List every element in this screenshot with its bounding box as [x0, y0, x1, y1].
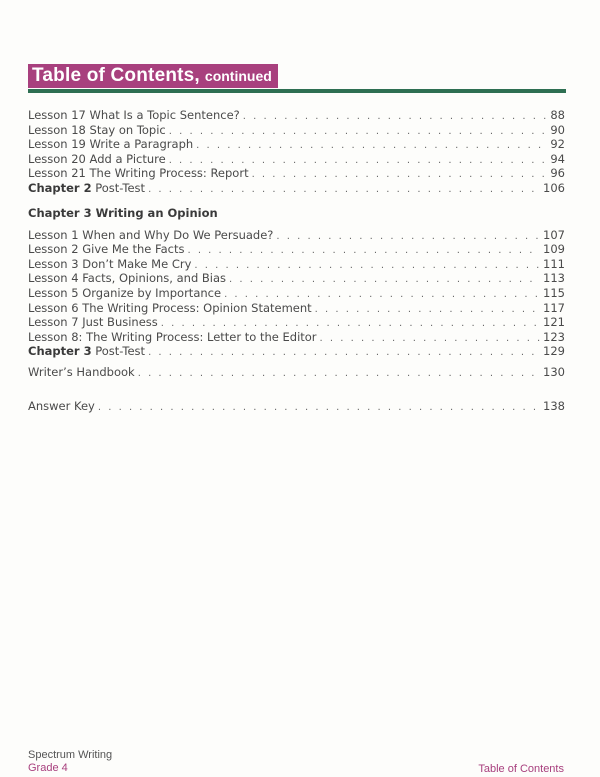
toc-entry-page: 96 — [550, 166, 565, 181]
toc-entry-page: 106 — [543, 180, 565, 195]
footer-grade: Grade 4 — [28, 762, 68, 774]
chapter-3-heading: Chapter 3 Writing an Opinion — [28, 205, 218, 220]
toc-entry[interactable] — [28, 166, 565, 181]
toc-entry-label: Lesson 21 The Writing Process: Report — [28, 166, 249, 181]
posttest-label: Post-Test — [91, 180, 146, 195]
toc-entry-label: Answer Key — [28, 398, 95, 413]
dot-leader — [148, 346, 540, 361]
dot-leader — [194, 259, 540, 274]
footer-series — [28, 749, 112, 775]
toc-entry-label: Lesson 3 Don’t Make Me Cry — [28, 256, 192, 271]
toc-entry-label: Lesson 19 Write a Paragraph — [28, 137, 194, 152]
toc-entry[interactable] — [28, 286, 565, 301]
dot-leader — [98, 401, 540, 416]
toc-entry-label: Lesson 2 Give Me the Facts — [28, 242, 185, 257]
toc-entry-label: Lesson 7 Just Business — [28, 315, 158, 330]
toc-entry-chapter3-posttest[interactable] — [28, 344, 565, 359]
dot-leader — [229, 273, 540, 288]
toc-entry-label — [28, 181, 145, 196]
chapter-label: Chapter 2 — [28, 180, 92, 195]
dot-leader — [169, 125, 548, 140]
toc-entry[interactable] — [28, 123, 565, 138]
header-subtitle: continued — [204, 68, 272, 84]
dot-leader — [252, 168, 548, 183]
chapter-label: Chapter 3 — [28, 344, 92, 359]
toc-entry-page: 138 — [543, 398, 565, 413]
dot-leader — [148, 183, 540, 198]
toc-entry-answer-key[interactable] — [28, 399, 565, 414]
toc-entry-page: 88 — [550, 108, 565, 122]
toc-entry-page: 92 — [550, 137, 565, 152]
toc-entry[interactable] — [28, 108, 565, 123]
toc-entry-page: 113 — [543, 271, 565, 286]
dot-leader — [138, 367, 540, 382]
toc-entry-label: Lesson 8: The Writing Process: Letter to the Editor — [28, 329, 317, 344]
toc-entry[interactable] — [28, 257, 565, 272]
toc-entry-label: Lesson 17 What Is a Topic Sentence? — [28, 108, 240, 122]
toc-entry-page: 121 — [543, 315, 565, 330]
toc-entry-page: 111 — [543, 256, 565, 271]
toc-entry-chapter2-posttest[interactable] — [28, 181, 565, 196]
toc-entry[interactable] — [28, 228, 565, 243]
posttest-label: Post-Test — [91, 344, 146, 359]
toc-entry-label: Lesson 1 When and Why Do We Persuade? — [28, 227, 274, 242]
toc-entry[interactable] — [28, 301, 565, 316]
toc-entry-label: Writer’s Handbook — [28, 364, 135, 379]
toc-entry-label: Lesson 20 Add a Picture — [28, 151, 166, 166]
toc-entry-label: Lesson 5 Organize by Importance — [28, 285, 222, 300]
toc-entry[interactable] — [28, 271, 565, 286]
table-of-contents — [28, 108, 565, 413]
dot-leader — [320, 332, 541, 347]
toc-entry-page: 115 — [543, 285, 565, 300]
toc-entry[interactable] — [28, 242, 565, 257]
footer-series-title: Spectrum Writing — [28, 749, 113, 761]
header-title: Table of Contents, — [32, 65, 200, 86]
dot-leader — [187, 244, 540, 259]
toc-entry-page: 123 — [543, 329, 565, 344]
toc-entry-page: 109 — [543, 242, 565, 257]
toc-entry-page: 90 — [550, 122, 565, 137]
toc-entry-label: Lesson 6 The Writing Process: Opinion Statement — [28, 300, 312, 315]
toc-entry-page: 117 — [543, 300, 565, 315]
dot-leader — [196, 139, 547, 154]
toc-entry-page: 129 — [543, 344, 565, 359]
toc-entry[interactable] — [28, 315, 565, 330]
toc-entry[interactable] — [28, 152, 565, 167]
toc-entry-page: 130 — [543, 364, 565, 379]
toc-entry-label: Lesson 4 Facts, Opinions, and Bias — [28, 271, 227, 286]
dot-leader — [276, 230, 540, 245]
toc-entry-label: Lesson 18 Stay on Topic — [28, 122, 166, 137]
toc-entry[interactable] — [28, 330, 565, 345]
section-header — [28, 64, 278, 88]
toc-entry-writers-handbook[interactable] — [28, 365, 565, 380]
toc-entry-label — [28, 344, 145, 359]
dot-leader — [315, 303, 540, 318]
footer-section: Table of Contents — [478, 763, 564, 775]
toc-entry-page: 94 — [550, 151, 565, 166]
header-rule — [28, 89, 566, 93]
dot-leader — [243, 110, 548, 125]
toc-entry-page: 107 — [543, 227, 565, 242]
toc-entry[interactable] — [28, 137, 565, 152]
